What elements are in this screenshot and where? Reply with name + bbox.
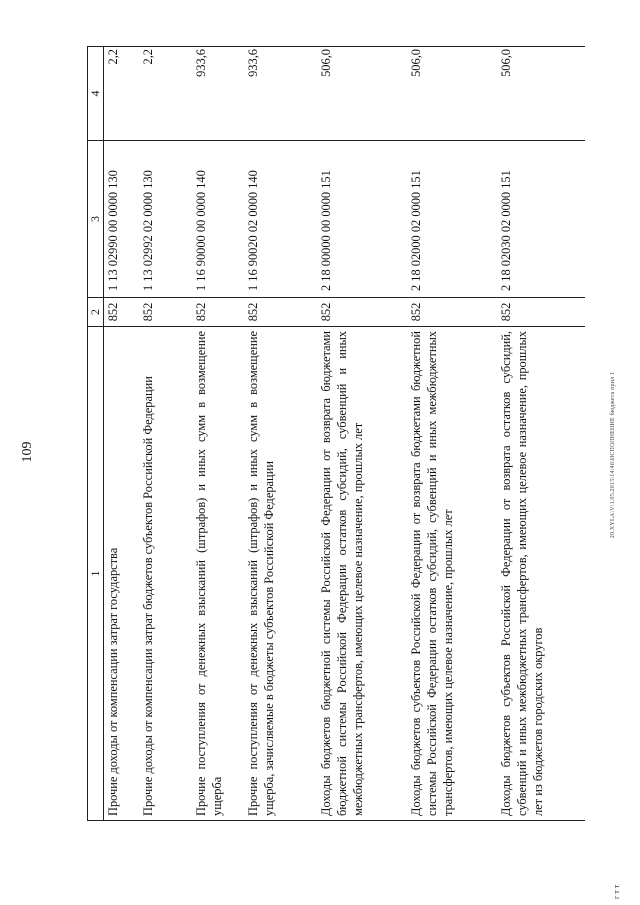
file-stamp: 20.XYLA\V\1.05.2015\14:46\ИСПОЛНЕНИЕ бюджета прил 1: [610, 371, 616, 539]
row-budget-code: 1 16 90000 00 0000 140: [192, 141, 244, 298]
row-name: Доходы бюджетов бюджетной системы Российской Федерации от возврата бюджетами бюджетной системы Российской Федерации остатков субсидий, субвенций и иных межбюджетных трансфертов, имеющих целевое назначение, прошлых лет: [317, 327, 407, 821]
row-amount: 2,2: [139, 47, 192, 141]
revenue-table: [87, 46, 585, 821]
row-name: Прочие доходы от компенсации затрат государства: [104, 327, 139, 821]
row-admin-code: 852: [139, 298, 192, 327]
header-col-2: 2: [88, 298, 104, 327]
table-row: [244, 47, 317, 821]
row-budget-code: 2 18 02000 02 0000 151: [407, 141, 497, 298]
row-admin-code: 852: [192, 298, 244, 327]
row-name: Прочие доходы от компенсации затрат бюджетов субъектов Российской Федерации: [139, 327, 192, 821]
page-number: 109: [20, 441, 35, 463]
row-name: Прочие поступления от денежных взысканий (штрафов) и иных сумм в возмещение ущерба: [192, 327, 244, 821]
header-col-4: 4: [88, 47, 104, 141]
table-row: [407, 47, 497, 821]
table-row: [497, 47, 585, 821]
row-amount: 506,0: [497, 47, 585, 141]
row-amount: 506,0: [317, 47, 407, 141]
row-budget-code: 1 13 02990 00 0000 130: [104, 141, 139, 298]
corner-mark: г т т: [612, 884, 621, 899]
header-col-1: 1: [88, 327, 104, 821]
row-admin-code: 852: [407, 298, 497, 327]
row-budget-code: 1 16 90020 02 0000 140: [244, 141, 317, 298]
table-row: [104, 47, 139, 821]
header-row: [88, 47, 104, 821]
row-name: Доходы бюджетов субъектов Российской Федерации от возврата бюджетами бюджетной системы Российской Федерации остатков субсидий, субвенций и иных межбюджетных трансфертов, имеющих целевое назначение, прошлых лет: [407, 327, 497, 821]
row-budget-code: 1 13 02992 02 0000 130: [139, 141, 192, 298]
table-row: [139, 47, 192, 821]
header-col-3: 3: [88, 141, 104, 298]
row-admin-code: 852: [244, 298, 317, 327]
row-admin-code: 852: [497, 298, 585, 327]
row-amount: 933,6: [192, 47, 244, 141]
row-amount: 506,0: [407, 47, 497, 141]
row-amount: 933,6: [244, 47, 317, 141]
row-admin-code: 852: [104, 298, 139, 327]
table-row: [317, 47, 407, 821]
row-budget-code: 2 18 02030 02 0000 151: [497, 141, 585, 298]
row-name: Прочие поступления от денежных взысканий (штрафов) и иных сумм в возмещение ущерба, зачисляемые в бюджеты субъектов Российской Федерации: [244, 327, 317, 821]
table-row: [192, 47, 244, 821]
row-amount: 2,2: [104, 47, 139, 141]
row-admin-code: 852: [317, 298, 407, 327]
row-budget-code: 2 18 00000 00 0000 151: [317, 141, 407, 298]
row-name: Доходы бюджетов субъектов Российской Федерации от возврата остатков субсидий, субвенций и иных межбюджетных трансфертов, имеющих целевое назначение, прошлых лет из бюджетов городских округов: [497, 327, 585, 821]
